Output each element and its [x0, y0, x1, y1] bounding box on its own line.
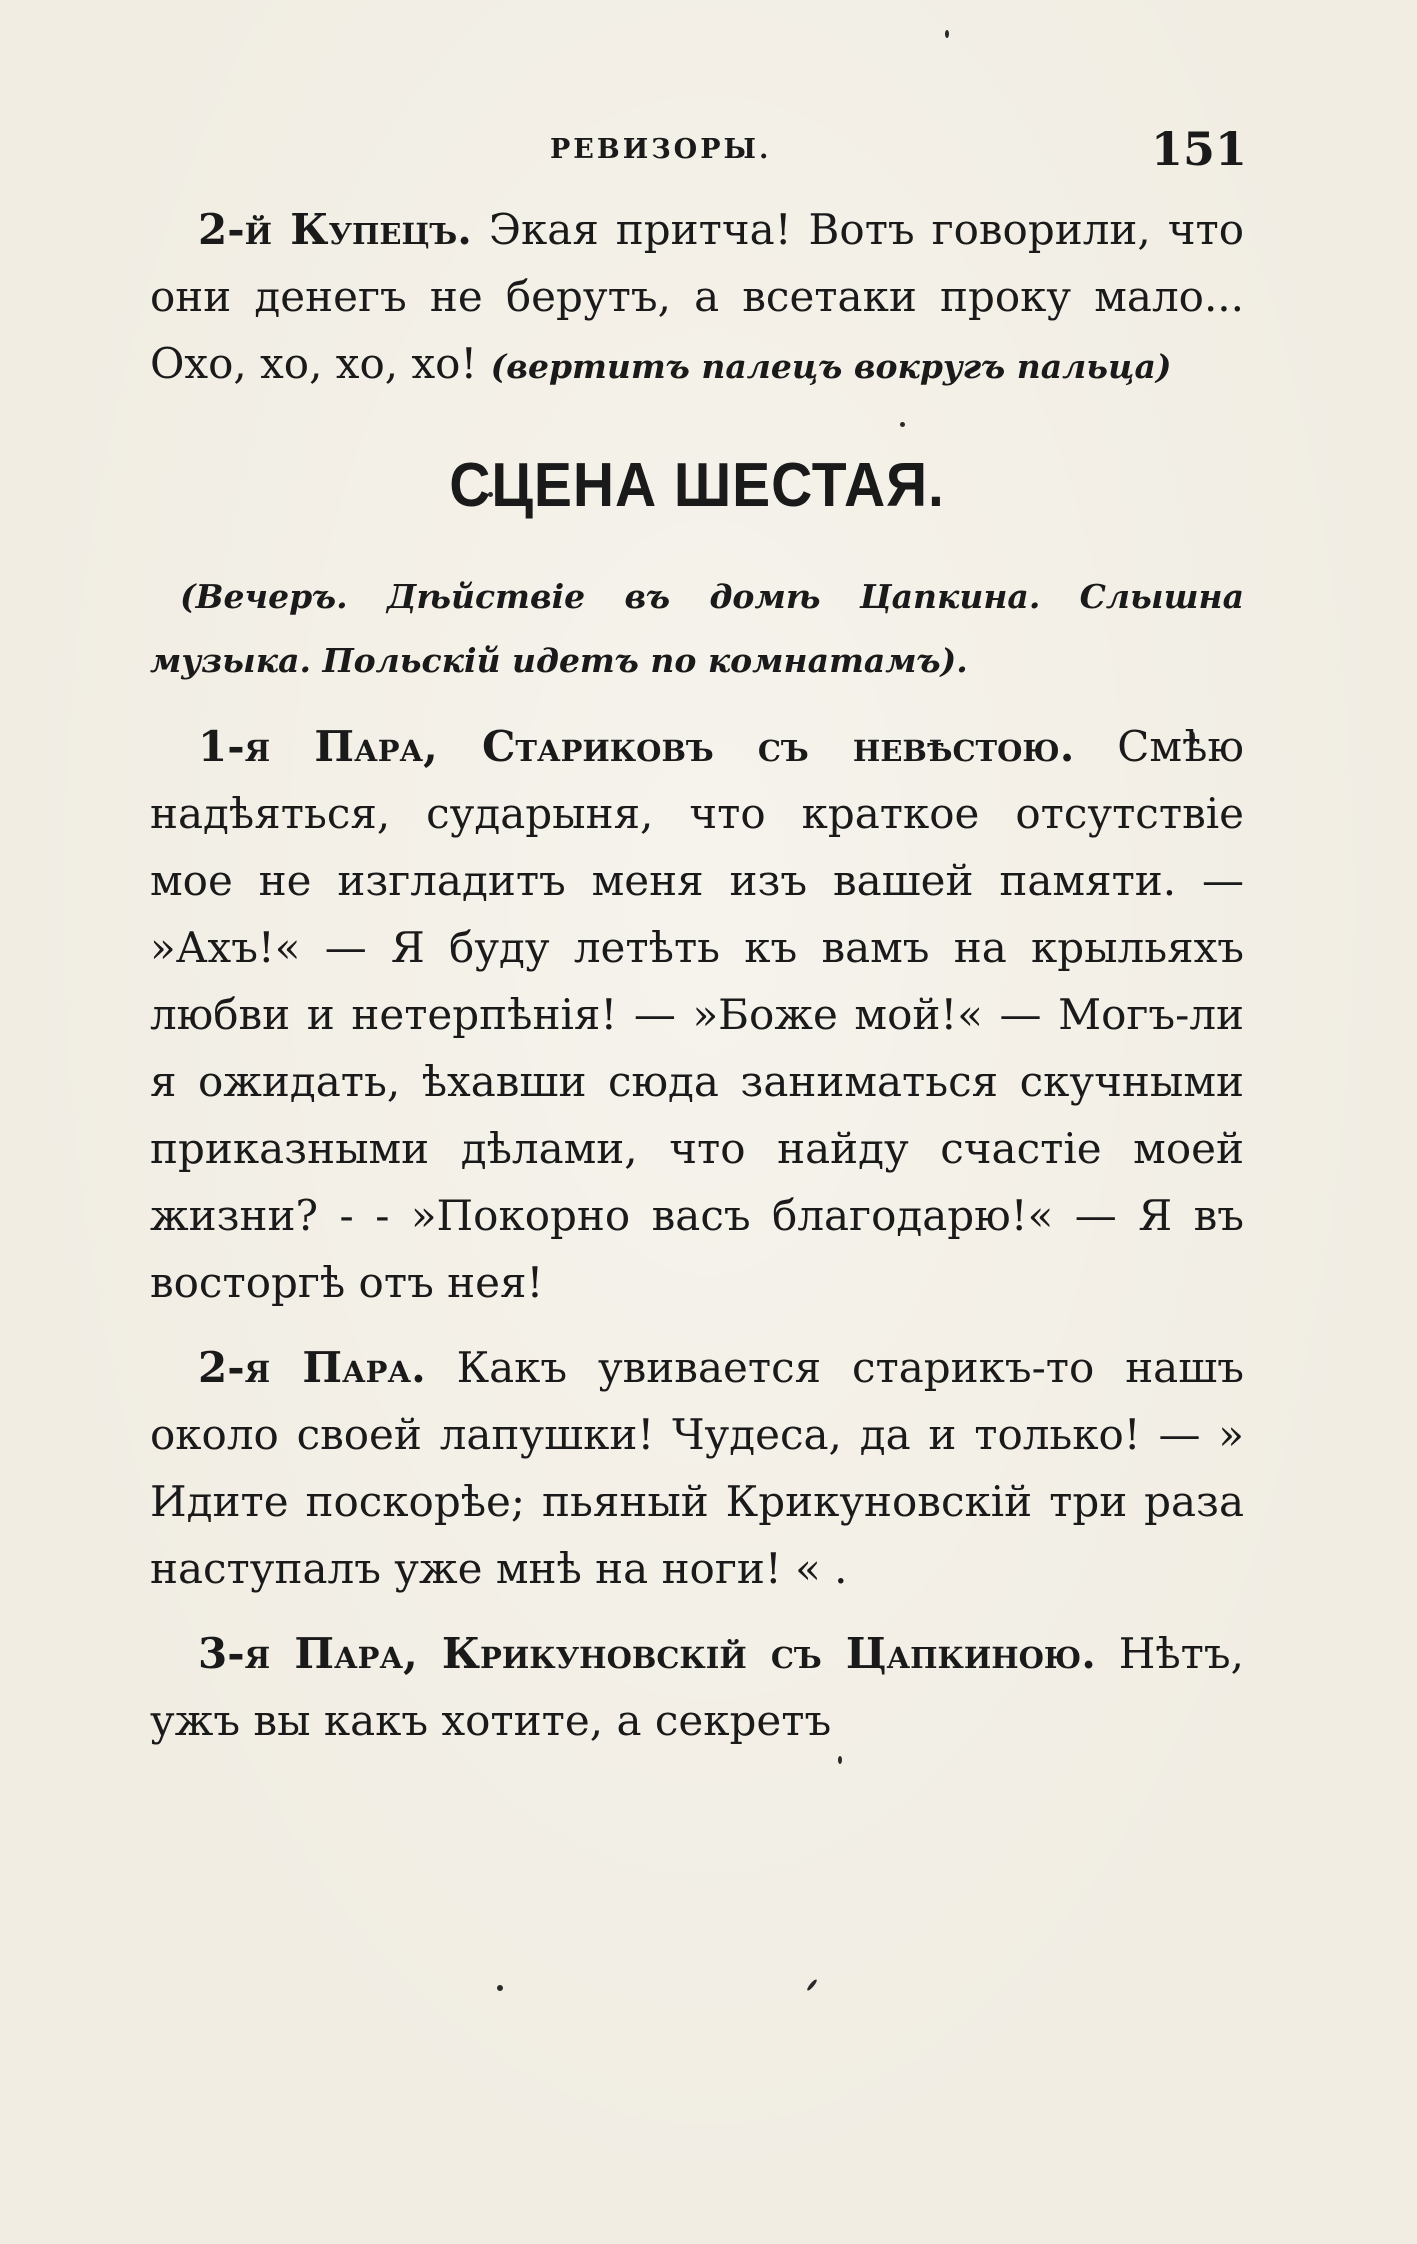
speaker-label: 2-я Пара.	[198, 1343, 426, 1392]
ink-speck	[945, 30, 949, 38]
speaker-label: 2-й Купецъ.	[198, 205, 472, 254]
dialogue-paragraph	[150, 1620, 1244, 1754]
speaker-label: 1-я Пара, Стариковъ съ невѣстою.	[198, 722, 1075, 771]
speaker-label: 3-я Пара, Крикуновскій съ Цапкиною.	[198, 1629, 1096, 1678]
dialogue-paragraph	[150, 1334, 1244, 1602]
ink-speck	[497, 1985, 503, 1991]
stage-direction-inline: (вертитъ палецъ вокругъ пальца)	[490, 347, 1172, 386]
page-number: 151	[1150, 122, 1247, 176]
dialogue-text: Нѣтъ, ужъ вы какъ хотите, а секретъ	[150, 1629, 1244, 1745]
page-body	[150, 196, 1244, 1772]
dialogue-text: Экая притча! Вотъ говорили, что они денегъ не берутъ, а всетаки проку мало... Охо, хо, хо, хо!	[150, 205, 1244, 388]
running-head: РЕВИЗОРЫ.	[550, 134, 772, 165]
stage-direction: (Вечеръ. Дѣйствіе въ домѣ Цапкина. Слышна музыка. Польскій идетъ по комнатамъ).	[150, 577, 1244, 680]
dialogue-text: Смѣю надѣяться, сударыня, что краткое отсутствіе мое не изгладитъ меня изъ вашей памяти. — »Ахъ!« — Я буду летѣть къ вамъ на крыльяхъ любви и нетерпѣнія! — »Боже мой!« — Могъ-ли я ожидать, ѣхавши сюда заниматься скучными приказными дѣлами, что найду счастіе моей жизни? - - »Покорно васъ благодарю!« — Я въ восторгѣ отъ нея!	[150, 722, 1244, 1307]
ink-speck	[806, 1978, 818, 1991]
dialogue-text: Какъ увивается старикъ-то нашъ около своей лапушки! Чудеса, да и только! — » Идите поскорѣе; пьяный Крикуновскій три раза наступалъ уже мнѣ на ноги! « .	[150, 1343, 1244, 1593]
dialogue-paragraph	[150, 713, 1244, 1316]
page-header	[150, 122, 1247, 176]
dialogue-paragraph	[150, 196, 1244, 400]
scene-heading: СЦЕНА ШЕСТАЯ.	[449, 451, 945, 520]
